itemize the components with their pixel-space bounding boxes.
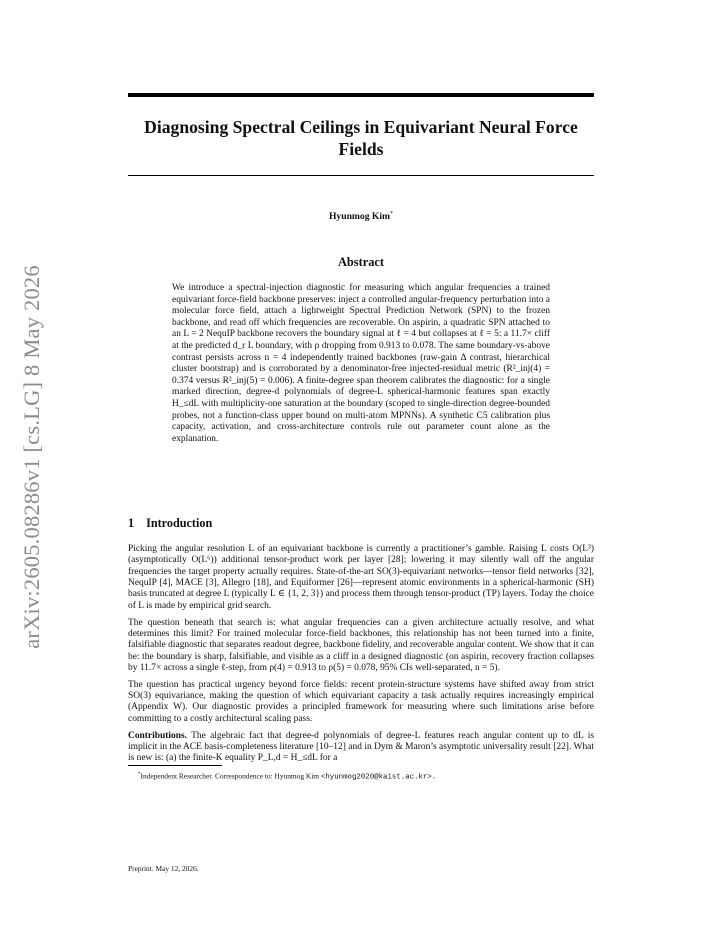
author-footnote-marker: *	[390, 211, 394, 217]
footnote-marker: *	[138, 772, 141, 777]
abstract-text: We introduce a spectral-injection diagnostic for measuring which angular frequencies a trained equivariant force-field backbone preserves: inject a controlled angular-frequency perturbation into a molecular force field, attach a lightweight Spectral Prediction Network (SPN) to the frozen backbone, and read off which frequencies are recoverable. On aspirin, a quadratic SPN attached to an L = 2 NequIP backbone recovers the boundary signal at ℓ = 4 but collapses at ℓ = 5: a 11.7× cliff at the predicted d_r L boundary, with ρ dropping from 0.913 to 0.078. The same boundary-vs-above contrast persists across n = 4 independently trained backbones (raw-gain Δ contrast, hierarchical cluster bootstrap) and is corroborated by a denominator-free injected-residual metric (R²_inj(4) = 0.374 versus R²_inj(5) = 0.006). A finite-degree span theorem calibrates the diagnostic: for a single marked direction, degree-d polynomials of degree-L spherical-harmonic features span exactly H_≤dL with multiplicity-one saturation at the boundary (scoped to single-direction degree-bounded probes, not a function-class upper bound on multi-atom MPNNs). A synthetic C5 calibration plus capacity, activation, and cross-architecture controls rule out parameter count alone as the explanation.	[172, 283, 550, 444]
title-bottom-rule	[128, 175, 594, 176]
arxiv-id-label: arXiv:2605.08286v1 [cs.LG] 8 May 2026	[19, 265, 44, 649]
paragraph: The question beneath that search is: what angular frequencies can a given architecture actually resolve, and what determines this limit? For trained molecular force-field backbones, this relationship has not been turned into a finite, falsifiable diagnostic that separates readout degree, backbone fidelity, and recoverable angular content. We show that it can be: the boundary is sharp, falsifiable, and visible as a cliff in a designed diagnostic (on aspirin, recovery fraction collapses by 11.7× across a single ℓ-step, from ρ(4) = 0.913 to ρ(5) = 0.078, 95% CIs well-separated, n = 5).	[128, 617, 594, 673]
paper-title: Diagnosing Spectral Ceilings in Equivariant Neural Force Fields	[144, 117, 578, 159]
footnote-email[interactable]: <hyunmog2020@kaist.ac.kr>.	[320, 773, 437, 782]
footnote	[138, 770, 594, 782]
abstract-heading: Abstract	[337, 255, 385, 269]
title-top-rule	[128, 93, 594, 97]
section-title: Introduction	[146, 516, 213, 530]
author-name: Hyunmog Kim	[328, 211, 391, 223]
paragraph: The question has practical urgency beyond force fields: recent protein-structure systems have shifted away from strict SO(3) equivariance, making the question of which equivariant capacity a task actually requires increasingly empirical (Appendix W). Our diagnostic provides a principled framework for measuring where such limitations arise before committing to a costly architectural scaling pass.	[128, 679, 594, 724]
footnote-rule	[128, 765, 222, 766]
paragraph: Picking the angular resolution L of an equivariant backbone is currently a practitioner’s gamble. Raising L costs O(L³) (asymptotically O(L⁶)) additional tensor-product work per layer [28]; lowering it may silently wall off the angular frequencies the target property actually requires. State-of-the-art SO(3)-equivariant networks—tensor field networks [32], NequIP [4], MACE [3], Allegro [18], and Equiformer [26]—represent atomic environments in a spherical-harmonic (SH) basis truncated at degree L (typically L ∈ {1, 2, 3}) and process them through tensor-product (TP) layers. Today the choice of L is made by empirical grid search.	[128, 544, 594, 611]
preprint-note: Preprint. May 12, 2026.	[128, 864, 199, 873]
section-heading-introduction	[128, 516, 212, 531]
contributions-label: Contributions.	[128, 730, 187, 741]
footnote-text: Independent Researcher. Correspondence to: Hyunmog Kim	[140, 771, 320, 781]
section-number: 1	[128, 516, 135, 530]
arxiv-stamp	[14, 262, 50, 652]
paragraph-contributions	[128, 731, 594, 765]
author-line	[128, 208, 594, 223]
introduction-body	[128, 544, 594, 770]
contributions-text: The algebraic fact that degree-d polynomials of degree-L features reach angular content up to dL is implicit in the ACE basis-completeness literature [10–12] and in Dym & Maron’s asymptotic universality result [22]. What is new is: (a) the finite-K equality P_L,d = H_≤dL for a	[128, 730, 594, 764]
